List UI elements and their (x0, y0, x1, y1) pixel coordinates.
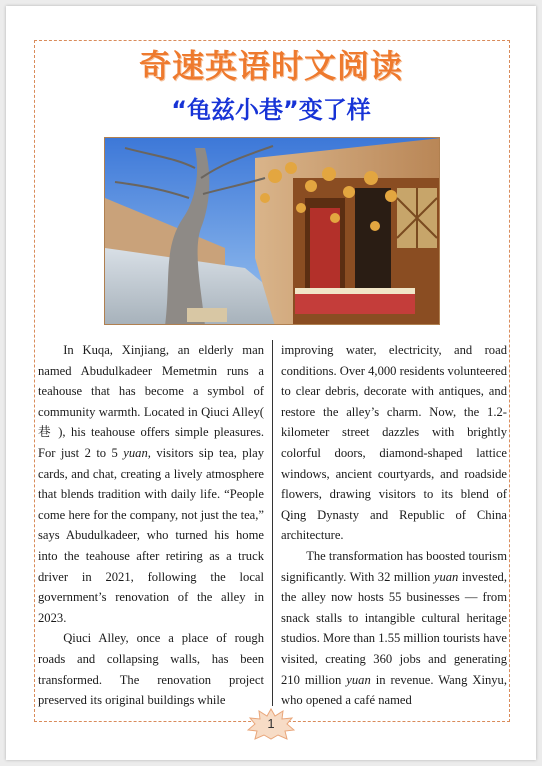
alley-photo (104, 137, 440, 325)
page-number: 1 (267, 716, 275, 731)
page-title: 奇速英语时文阅读 (138, 47, 403, 85)
article-paragraph: In Kuqa, Xinjiang, an elderly man named Abudulkadeer Memetmin runs a teahouse that has become a symbol of community warmth. Located in Qiuci Alley( 巷 ), his teahouse offers simple pleasures. For just 2 to 5 yuan, visitors sip tea, play cards, and chat, creating a lively atmosphere that blends tradition with daily life. “People come here for the company, not just the tea,” says Abudulkadeer, who turned his home into the teahouse after retiring as a truck driver in 2021, following the local government’s renovation of the alley in 2023. (38, 343, 264, 625)
article-column-right (281, 340, 507, 712)
article-column-left (38, 340, 264, 712)
article-paragraph: The transformation has boosted tourism significantly. With 32 million yuan invested, the alley now hosts 55 businesses — from snack stalls to intangible cultural heritage studios. More than 1.55 million tourists have visited, creating 360 jobs and generating 210 million yuan in revenue. Wang Xinyu, who opened a café named (281, 548, 507, 708)
column-divider (272, 340, 273, 706)
article-subtitle: “龟兹小巷”变了样 (171, 96, 371, 124)
article-paragraph: Qiuci Alley, once a place of rough roads and collapsing walls, has been transformed. The renovation project preserved its original buildings while (38, 631, 264, 708)
page-number-badge (247, 708, 295, 740)
article-paragraph: improving water, electricity, and road conditions. Over 4,000 residents volunteered to clear debris, decorate with antiques, and restore the alley’s charm. Now, the 1.2-kilometer street dazzles with brightly colorful doors, diamond-shaped lattice windows, ancient courtyards, and roadside flowers, drawing visitors to its blend of Qing Dynasty and Republic of China architecture. (281, 343, 507, 543)
